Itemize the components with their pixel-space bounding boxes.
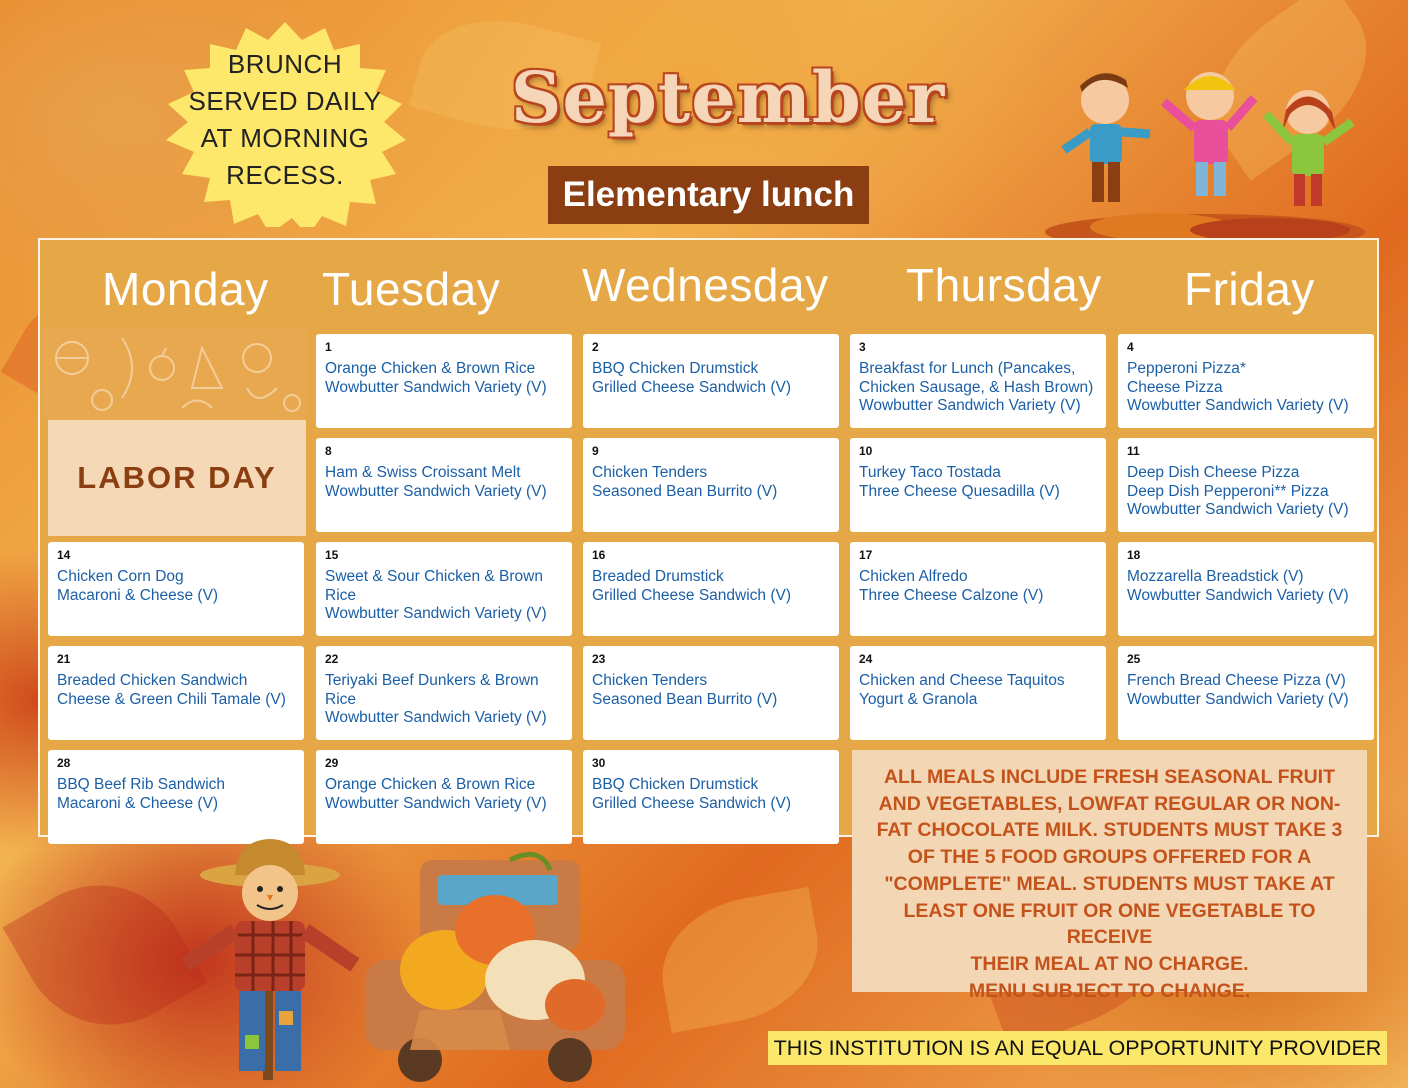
kids-illustration (1040, 62, 1370, 247)
menu-item: Wowbutter Sandwich Variety (V) (1127, 397, 1349, 414)
menu-day-cell (1118, 438, 1374, 532)
note-line: ALL MEALS INCLUDE FRESH SEASONAL FRUIT (883, 766, 1336, 788)
menu-day-cell (1118, 542, 1374, 636)
day-header-friday: Friday (1184, 263, 1315, 315)
day-number: 2 (592, 340, 599, 354)
day-number: 23 (592, 652, 606, 666)
page-title: September (510, 56, 946, 139)
menu-item: Wowbutter Sandwich Variety (V) (325, 378, 547, 396)
menu-item: French Bread Cheese Pizza (V) (1127, 672, 1346, 689)
day-number: 29 (325, 756, 339, 770)
brunch-text (150, 46, 420, 194)
note-line: AND VEGETABLES, LOWFAT REGULAR OR NON- (878, 792, 1341, 815)
menu-day-cell (583, 438, 839, 532)
page-subtitle: Elementary lunch (548, 166, 869, 224)
menu-item: Cheese Pizza (1127, 378, 1223, 396)
note-line: "COMPLETE" MEAL. STUDENTS MUST TAKE AT (884, 872, 1335, 895)
menu-item: Yogurt & Granola (859, 690, 978, 708)
menu-item: Breaded Chicken Sandwich (57, 672, 248, 689)
menu-item: Wowbutter Sandwich Variety (V) (1127, 501, 1349, 518)
day-number: 10 (859, 444, 873, 458)
menu-item: Three Cheese Calzone (V) (859, 586, 1044, 604)
menu-day-cell (583, 542, 839, 636)
menu-item: Breaded Drumstick (592, 568, 724, 585)
menu-item: BBQ Beef Rib Sandwich (57, 776, 226, 793)
menu-item: Wowbutter Sandwich Variety (V) (1127, 586, 1349, 604)
menu-item: Chicken Tenders (592, 672, 708, 689)
day-number: 11 (1127, 444, 1140, 458)
day-number: 28 (57, 756, 71, 770)
day-number: 14 (57, 548, 71, 562)
brunch-badge (150, 22, 420, 227)
day-number: 18 (1127, 548, 1141, 562)
equal-opportunity-footer: THIS INSTITUTION IS AN EQUAL OPPORTUNITY PROVIDER (768, 1031, 1387, 1065)
scarecrow-illustration (175, 835, 365, 1080)
meal-policy-note (852, 750, 1367, 1002)
menu-day-cell (1118, 334, 1374, 428)
note-line: FAT CHOCOLATE MILK. STUDENTS MUST TAKE 3 (876, 819, 1343, 842)
menu-item: Grilled Cheese Sandwich (V) (592, 378, 792, 396)
menu-item: Wowbutter Sandwich Variety (V) (325, 605, 547, 622)
menu-day-cell (48, 646, 304, 740)
menu-item: Macaroni & Cheese (V) (57, 794, 219, 812)
menu-item: Rice (325, 586, 357, 604)
day-header-monday: Monday (102, 263, 269, 315)
menu-item: Wowbutter Sandwich Variety (V) (325, 709, 547, 726)
menu-item: Turkey Taco Tostada (859, 464, 1001, 481)
day-number: 24 (859, 652, 873, 666)
brunch-line: AT MORNING (200, 123, 370, 153)
menu-day-cell (316, 334, 572, 428)
menu-item: Orange Chicken & Brown Rice (325, 360, 536, 377)
menu-day-cell (583, 334, 839, 428)
pumpkin-truck-illustration (360, 850, 630, 1085)
menu-item: Rice (325, 690, 357, 708)
note-line: MENU SUBJECT TO CHANGE. (968, 979, 1251, 1002)
menu-day-cell (583, 750, 839, 844)
menu-item: Breakfast for Lunch (Pancakes, (859, 360, 1076, 377)
menu-item: Chicken Alfredo (859, 568, 968, 585)
menu-item: Pepperoni Pizza* (1127, 360, 1246, 377)
note-line: OF THE 5 FOOD GROUPS OFFERED FOR A (907, 846, 1312, 869)
menu-item: Cheese & Green Chili Tamale (V) (57, 690, 286, 708)
menu-item: Orange Chicken & Brown Rice (325, 776, 536, 793)
menu-day-cell (316, 646, 572, 740)
menu-day-cell (316, 438, 572, 532)
menu-day-cell (850, 438, 1106, 532)
menu-item: Macaroni & Cheese (V) (57, 586, 219, 604)
leaf-decoration (651, 887, 829, 1033)
day-header-thursday: Thursday (906, 259, 1102, 311)
menu-item: Wowbutter Sandwich Variety (V) (325, 482, 547, 500)
menu-item: BBQ Chicken Drumstick (592, 776, 759, 793)
menu-day-cell (48, 750, 304, 844)
menu-item: Chicken and Cheese Taquitos (859, 672, 1065, 689)
menu-item: Wowbutter Sandwich Variety (V) (325, 794, 547, 812)
menu-item: Mozzarella Breadstick (V) (1127, 568, 1304, 585)
menu-item: Deep Dish Cheese Pizza (1127, 464, 1300, 481)
menu-item: Seasoned Bean Burrito (V) (592, 482, 778, 500)
menu-day-cell (1118, 646, 1374, 740)
menu-item: Ham & Swiss Croissant Melt (325, 464, 521, 481)
day-number: 21 (57, 652, 71, 666)
menu-item: Chicken Corn Dog (57, 568, 184, 585)
menu-item: Grilled Cheese Sandwich (V) (592, 794, 792, 812)
day-number: 17 (859, 548, 873, 562)
menu-day-cell (850, 646, 1106, 740)
menu-day-cell (850, 542, 1106, 636)
day-number: 16 (592, 548, 606, 562)
menu-item: Teriyaki Beef Dunkers & Brown (325, 672, 539, 689)
menu-item: Deep Dish Pepperoni** Pizza (1127, 482, 1329, 500)
menu-item: Wowbutter Sandwich Variety (V) (1127, 690, 1349, 708)
brunch-line: SERVED DAILY (188, 86, 382, 116)
day-number: 25 (1127, 652, 1141, 666)
note-line: LEAST ONE FRUIT OR ONE VEGETABLE TO RECEIVE (903, 899, 1316, 949)
day-number: 9 (592, 444, 599, 458)
menu-day-cell (48, 542, 304, 636)
menu-item: Wowbutter Sandwich Variety (V) (859, 397, 1081, 414)
menu-item: Grilled Cheese Sandwich (V) (592, 586, 792, 604)
day-number: 30 (592, 756, 606, 770)
menu-day-cell (850, 334, 1106, 428)
menu-item: Three Cheese Quesadilla (V) (859, 482, 1060, 500)
day-number: 22 (325, 652, 339, 666)
note-line: THEIR MEAL AT NO CHARGE. (970, 952, 1249, 975)
holiday-label: LABOR DAY (48, 420, 306, 536)
menu-item: Chicken Tenders (592, 464, 708, 481)
day-header-wednesday: Wednesday (582, 259, 829, 311)
menu-item: Sweet & Sour Chicken & Brown (325, 568, 543, 585)
brunch-line: BRUNCH (227, 49, 343, 79)
menu-calendar (38, 238, 1379, 837)
menu-item: Chicken Sausage, & Hash Brown) (859, 378, 1094, 396)
menu-day-cell (316, 750, 572, 844)
day-number: 3 (859, 340, 866, 354)
day-header-tuesday: Tuesday (322, 263, 501, 315)
day-number: 8 (325, 444, 332, 458)
menu-item: BBQ Chicken Drumstick (592, 360, 759, 377)
day-number: 15 (325, 548, 339, 562)
day-number: 1 (325, 340, 332, 354)
brunch-line: RECESS. (226, 160, 344, 190)
day-number: 4 (1127, 340, 1134, 354)
menu-item: Seasoned Bean Burrito (V) (592, 690, 778, 708)
menu-day-cell (316, 542, 572, 636)
menu-day-cell (583, 646, 839, 740)
food-pattern (42, 328, 306, 420)
